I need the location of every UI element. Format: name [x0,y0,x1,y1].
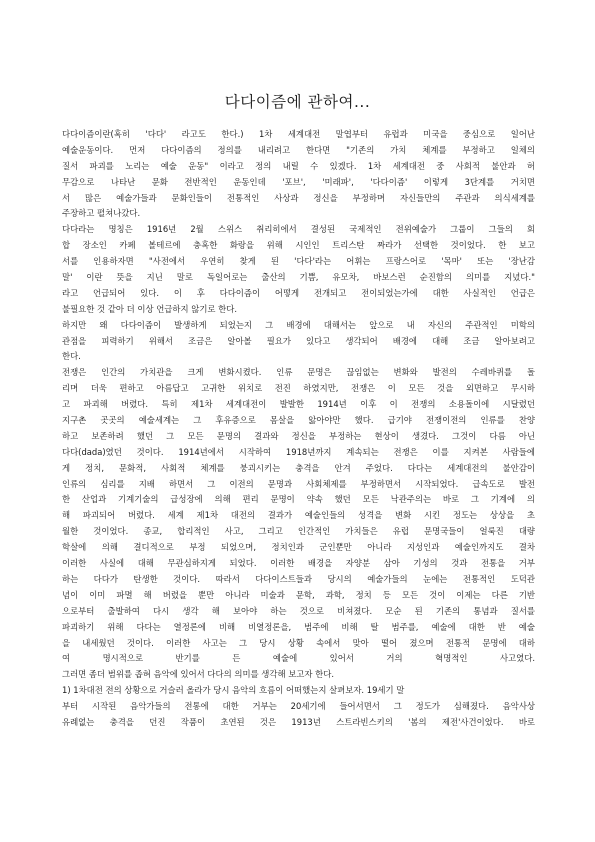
text-line: 라고 언급되어 있다. 이 후 다다이즘이 어떻게 전개되고 전이되었는가에 대한 사실적인 언급은 [62,287,535,298]
text-line: 유례없는 충격을 던진 작품이 초연된 것은 1913년 스트라빈스키의 '봄의 제전'사건이었다. 바로 [62,716,535,727]
page-title: 다다이즘에 관하여... [224,93,371,111]
text-line: 리며 더욱 편하고 아름답고 고귀한 위치로 전진 하였지만, 전쟁은 이 모든 것을 외면하고 무시하 [62,383,535,394]
text-line: 무감으로 나타난 문화 전반적인 운동인데 '포브', '미래파', '다다이즘' 이렇게 3단계를 거치면 [62,176,535,187]
text-line: 질서 파괴를 노리는 예술 운동" 이라고 정의 내릴 수 있겠다. 1차 세계대전 중 사회적 불안과 허 [62,160,535,171]
text-line: 관점을 피력하기 위해서 조금은 알아볼 필요가 있다고 생각되어 배경에 대해 조금 알아보려고 [62,335,535,346]
text-line: 월한 것이었다. 종교, 합리적인 사고, 그리고 인간적인 가치들은 유럽 문명국들이 얼룩진 대량 [62,526,535,537]
body-text [62,127,535,731]
text-line: 이러한 사실에 대해 무관심하지게 되었다. 이러한 배경을 자양분 삼아 기성의 것과 전통을 거부 [62,558,535,569]
text-line: 하고 보존하려 했던 그 모든 문명의 결과와 정신을 부정하는 현상이 생겼다. 그것이 다름 아닌 [62,430,535,441]
text-line: 하지만 왜 다다이즘이 발생하게 되었는지 그 배경에 대해서는 앞으로 내 자신의 주관적인 미학의 [62,319,535,330]
text-line: 다다라는 명칭은 1916년 2월 스위스 취리히에서 결성된 국제적인 전위예술가 그룹이 그들의 회 [62,224,535,235]
text-line: 말' 이란 뜻을 지닌 말로 독일어로는 출산의 기쁨, 유모차, 바보스런 순진함의 의미를 지녔다." [62,272,535,283]
text-line: 하는 다다가 탄생한 것이다. 따라서 다다이스트들과 당시의 예술가들의 눈에는 전통적인 도덕관 [62,573,535,584]
text-line: 해 파괴되어 버렸다. 세계 제1차 대전의 결과가 예술인들의 성격을 변화 시킨 정도는 상상을 초 [62,510,535,521]
text-line: 지구촌 곳곳의 예술세계는 그 후유증으로 몸살을 앓아야만 했다. 급기야 전쟁이전의 인류를 찬양 [62,415,535,426]
text-line: 게 정치, 문화적, 사회적 체계를 붕괴시키는 충격을 안겨 주었다. 다다는 세계대전의 불안감이 [62,462,535,473]
text-line: 합 장소인 카페 볼테르에 충혹한 화랑을 위해 시인인 트리스탄 짜라가 선택한 것이었다. 한 보고 [62,240,535,251]
text-line: 서 많은 예술가들과 문화인들이 전통적인 사상과 정신을 부정하며 자신들만의 주관과 의식세계를 [62,192,535,203]
text-line: 다다이즘이란(혹히 '다다' 라고도 한다.) 1차 세계대전 말엽부터 유럽과 미국을 중심으로 일어난 [62,129,535,139]
text-line: 주장하고 펼쳐나갔다. [62,208,141,219]
text-line: 학살에 의해 결디적으로 부정 되었으며, 정치인과 군인뿐만 아니라 지성인과 예술인까지도 결차 [62,542,535,553]
text-line: 을 내세웠던 것이다. 이러한 사고는 그 당시 상황 속에서 맞아 떨어 졌으며 전통적 문명에 대하 [62,637,535,648]
text-line: 불필요한 것 같아 더 이상 언급하지 않기로 한다. [62,303,238,314]
text-line: 파괴하기 위해 다다는 열정론에 비해 비열정론을, 범주에 비해 탈 범주를, 예술에 대한 반 예술 [62,621,535,632]
text-line: 으로부터 출발하여 다시 생각 해 보아야 하는 것으로 비쳐졌다. 모순 된 기존의 통념과 질서를 [62,605,535,616]
text-line: 예술운동이다. 먼저 다다이즘의 정의를 내리려고 한다면 "기존의 가치 체계를 부정하고 일체의 [62,144,535,155]
text-line: 다다(dada)였던 것이다. 1914년에서 시작하여 1918년까지 계속되는 전쟁은 이를 지켜본 사람들에 [62,446,535,457]
text-line: 전쟁은 인간의 가치관을 크게 변화시켰다. 인류 문명은 끊임없는 변화와 발전의 수레바퀴를 돌 [62,367,535,378]
text-line: 한 산업과 기계기술의 급성장에 의해 편리 문명이 약속 했던 모든 낙관주의는 바로 그 기계에 의 [62,494,535,505]
text-line: 한다. [62,351,81,362]
text-line: 인류의 심리를 지배 하면서 그 이전의 문명과 사회체제를 부정하면서 시작되었다. 급속도로 발전 [62,478,535,489]
text-line: 그러면 좀더 범위를 좁혀 음악에 있어서 다다의 의미를 생각해 보고자 한다. [62,669,334,680]
text-line: 부터 시작된 음악가들의 전통에 대한 거부는 20세기에 들어서면서 그 정도가 심해졌다. 음악사상 [62,701,535,712]
text-line: 서를 인용하자면 "사전에서 우연히 찾게 된 '다다'라는 어휘는 프랑스어로 '목마' 또는 '장난감 [62,256,535,267]
text-line: 여 명시적으로 반기를 든 예술에 있어서 거의 혁명적인 사고였다. [62,653,535,664]
text-line: 1) 1차대전 전의 상황으로 거슬러 올라가 당시 음악의 흐름이 어떠했는지 살펴보자. 19세기 말 [62,685,405,696]
text-line: 념이 이미 파멸 해 버렸을 뿐만 아니라 미술과 문학, 과학, 정치 등 모든 것이 이제는 다른 기반 [62,589,535,600]
text-line: 고 파괴해 버렸다. 특히 제1차 세계대전이 발발한 1914년 이후 이 전쟁의 소용돌이에 시달렸던 [62,399,535,410]
